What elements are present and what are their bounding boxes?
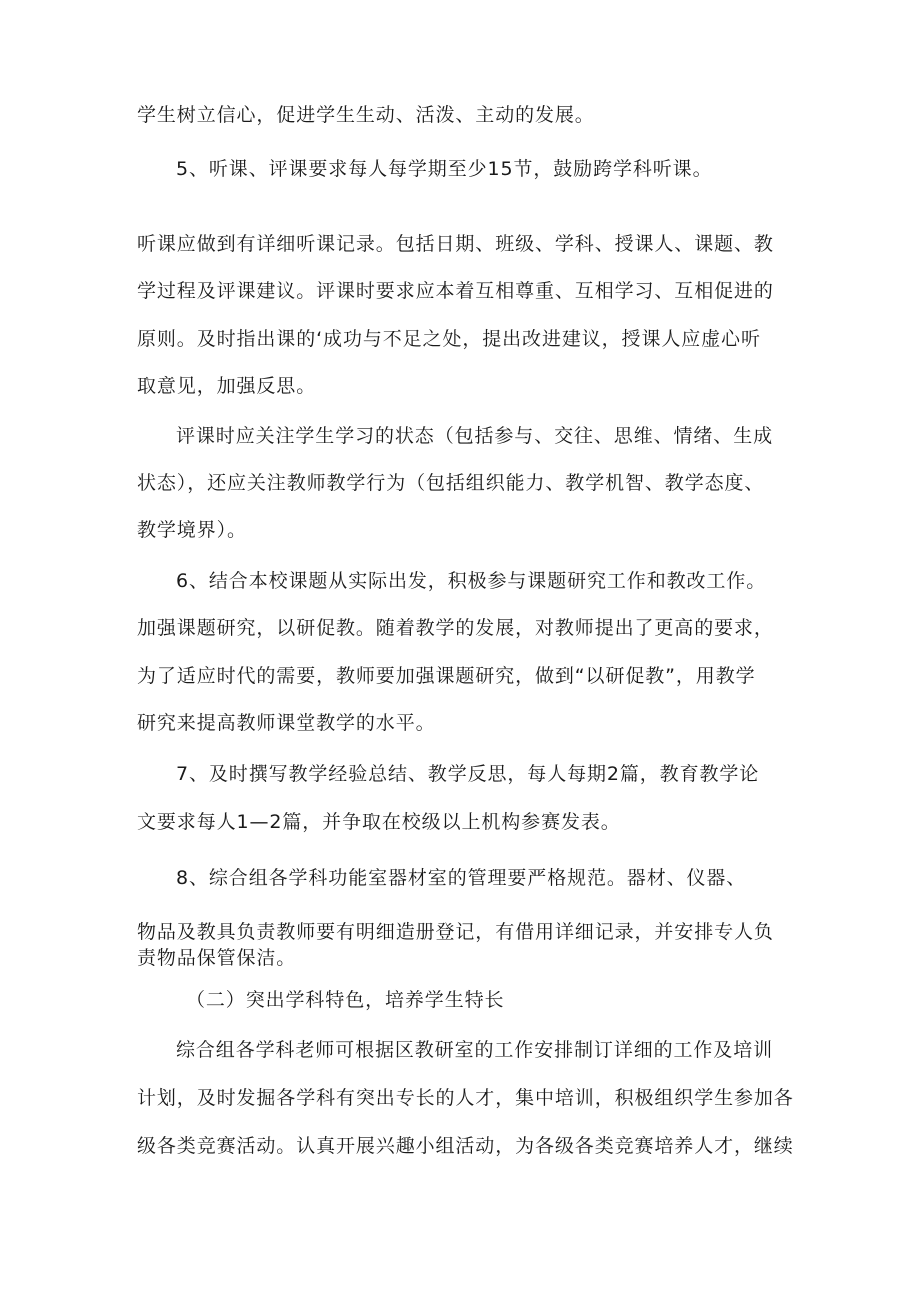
text-line: 为了适应时代的需要，教师要加强课题研究，做到“以研促教”，用教学 [137, 665, 756, 687]
text-line: 研究来提高教师课堂教学的水平。 [137, 712, 436, 734]
text-line: 6、结合本校课题从实际出发，积极参与课题研究工作和教改工作。 [176, 570, 767, 592]
text-line: 原则。及时指出课的‘成功与不足之处，提出改进建议，授课人应虚心听 [137, 328, 761, 350]
text-line: 听课应做到有详细听课记录。包括日期、班级、学科、授课人、课题、教 [137, 233, 774, 255]
text-line: 取意见，加强反思。 [137, 375, 317, 397]
text-line: 计划，及时发掘各学科有突出专长的人才，集中培训，积极组织学生参加各 [137, 1087, 794, 1109]
text-line: 综合组各学科老师可根据区教研室的工作安排制订详细的工作及培训 [176, 1039, 774, 1061]
section-heading: （二）突出学科特色，培养学生特长 [186, 989, 505, 1011]
text-line: 状态），还应关注教师教学行为（包括组织能力、教学机智、教学态度、 [137, 472, 765, 494]
text-line: 8、综合组各学科功能室器材室的管理要严格规范。器材、仪器、 [176, 867, 747, 889]
text-line: 评课时应关注学生学习的状态（包括参与、交往、思维、情绪、生成 [176, 425, 774, 447]
text-line: 责物品保管保洁。 [137, 947, 297, 969]
text-line: 物品及教具负责教师要有明细造册登记，有借用详细记录，并安排专人负 [137, 921, 774, 943]
text-line: 5、听课、评课要求每人每学期至少15节，鼓励跨学科听课。 [176, 158, 713, 180]
text-line: 学生树立信心，促进学生生动、活泼、主动的发展。 [137, 104, 595, 126]
text-line: 教学境界）。 [137, 519, 247, 541]
text-line: 学过程及评课建议。评课时要求应本着互相尊重、互相学习、互相促进的 [137, 280, 774, 302]
text-line: 级各类竞赛活动。认真开展兴趣小组活动，为各级各类竞赛培养人才，继续 [137, 1135, 794, 1157]
text-line: 加强课题研究，以研促教。随着教学的发展，对教师提出了更高的要求， [137, 617, 774, 639]
text-line: 文要求每人1—2篇，并争取在校级以上机构参赛发表。 [137, 811, 621, 833]
text-line: 7、及时撰写教学经验总结、教学反思，每人每期2篇，教育教学论 [176, 763, 760, 785]
